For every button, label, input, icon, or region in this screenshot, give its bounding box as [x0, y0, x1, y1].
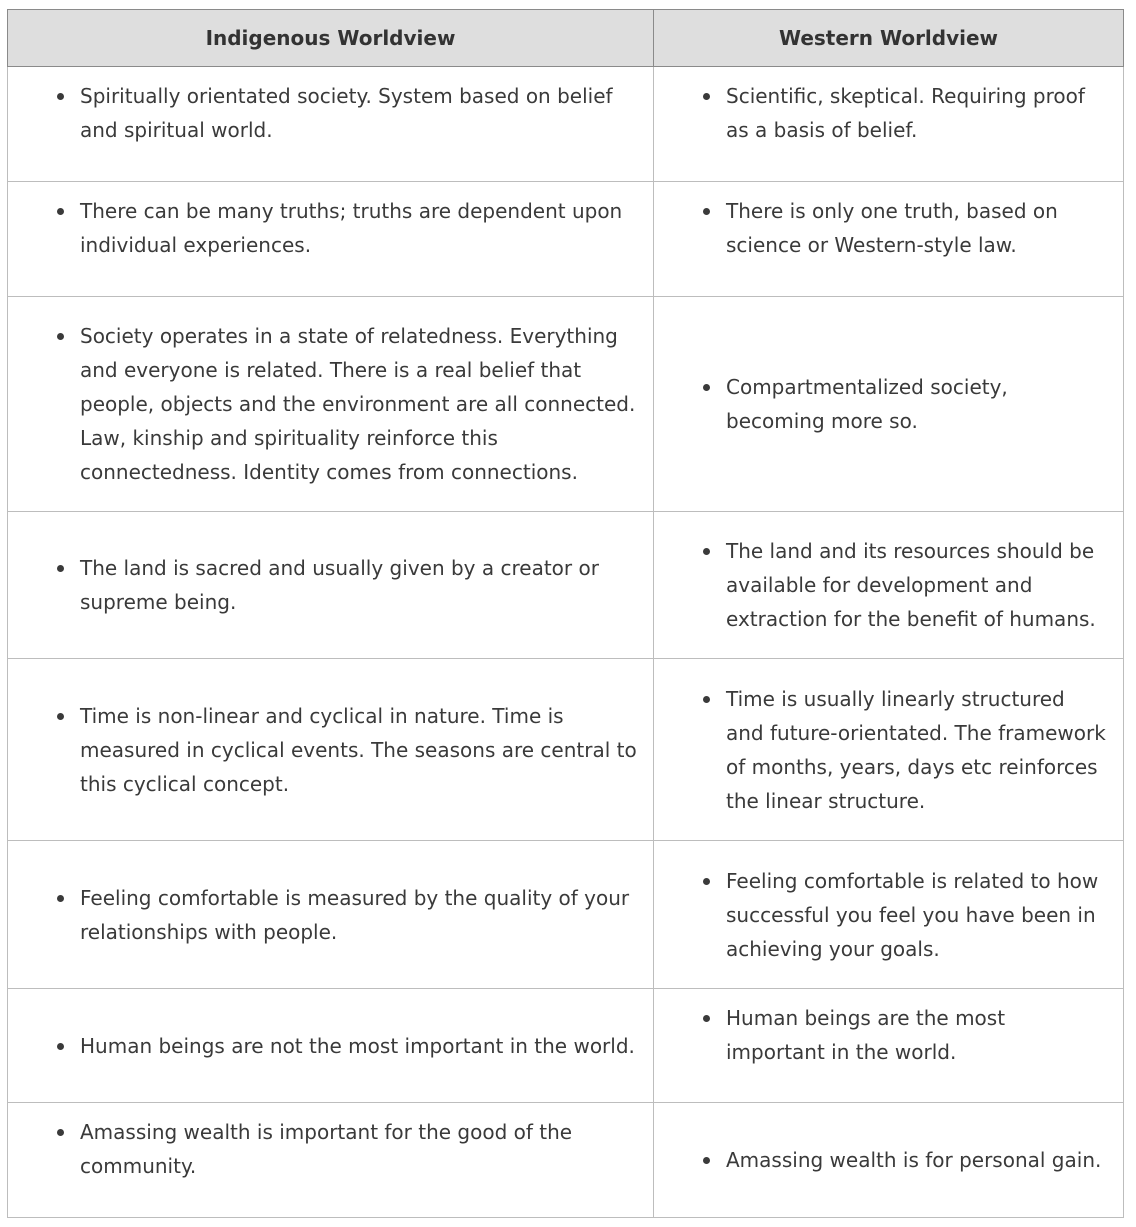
indigenous-cell: [8, 1103, 654, 1218]
table-row: [8, 297, 1124, 512]
indigenous-cell: [8, 67, 654, 182]
list-item: There can be many truths; truths are dependent upon individual experiences.: [80, 194, 637, 262]
bullet-icon: [57, 565, 64, 572]
header-western-worldview: Western Worldview: [654, 10, 1124, 67]
indigenous-cell: [8, 989, 654, 1103]
table-row: [8, 67, 1124, 182]
bullet-icon: [57, 713, 64, 720]
western-cell: [654, 297, 1124, 512]
table-row: [8, 1103, 1124, 1218]
table-row: [8, 989, 1124, 1103]
indigenous-cell: [8, 182, 654, 297]
western-cell: [654, 659, 1124, 841]
header-indigenous-worldview: Indigenous Worldview: [8, 10, 654, 67]
list-item: Amassing wealth is for personal gain.: [726, 1143, 1107, 1177]
list-item: Feeling comfortable is related to how successful you feel you have been in achieving your goals.: [726, 864, 1107, 966]
bullet-icon: [703, 208, 710, 215]
table-row: [8, 182, 1124, 297]
western-cell: [654, 512, 1124, 659]
list-item: The land and its resources should be available for development and extraction for the benefit of humans.: [726, 534, 1107, 636]
list-item: Human beings are not the most important in the world.: [80, 1029, 637, 1063]
list-item: Spiritually orientated society. System based on belief and spiritual world.: [80, 79, 637, 147]
western-cell: [654, 989, 1124, 1103]
bullet-icon: [57, 333, 64, 340]
list-item: Society operates in a state of relatedness. Everything and everyone is related. There is a real belief that people, objects and the environment are all connected. Law, kinship and spirituality reinforce this connectedness. Identity comes from connections.: [80, 319, 637, 489]
indigenous-cell: [8, 512, 654, 659]
table-row: [8, 512, 1124, 659]
list-item: Time is usually linearly structured and future-orientated. The framework of months, years, days etc reinforces the linear structure.: [726, 682, 1107, 818]
bullet-icon: [57, 208, 64, 215]
list-item: The land is sacred and usually given by a creator or supreme being.: [80, 551, 637, 619]
list-item: Time is non-linear and cyclical in nature. Time is measured in cyclical events. The seasons are central to this cyclical concept.: [80, 699, 637, 801]
list-item: Feeling comfortable is measured by the quality of your relationships with people.: [80, 881, 637, 949]
list-item: Scientific, skeptical. Requiring proof as a basis of belief.: [726, 79, 1107, 147]
bullet-icon: [703, 696, 710, 703]
bullet-icon: [703, 1157, 710, 1164]
list-item: Human beings are the most important in the world.: [726, 1001, 1107, 1069]
worldview-comparison-table: [7, 9, 1124, 1218]
table-header-row: [8, 10, 1124, 67]
bullet-icon: [703, 384, 710, 391]
bullet-icon: [57, 1129, 64, 1136]
bullet-icon: [703, 878, 710, 885]
bullet-icon: [703, 1015, 710, 1022]
indigenous-cell: [8, 297, 654, 512]
list-item: There is only one truth, based on science or Western-style law.: [726, 194, 1107, 262]
western-cell: [654, 841, 1124, 989]
bullet-icon: [703, 93, 710, 100]
western-cell: [654, 182, 1124, 297]
list-item: Compartmentalized society, becoming more so.: [726, 370, 1107, 438]
western-cell: [654, 1103, 1124, 1218]
bullet-icon: [57, 1043, 64, 1050]
bullet-icon: [57, 93, 64, 100]
indigenous-cell: [8, 659, 654, 841]
western-cell: [654, 67, 1124, 182]
bullet-icon: [703, 548, 710, 555]
bullet-icon: [57, 895, 64, 902]
table-row: [8, 659, 1124, 841]
list-item: Amassing wealth is important for the good of the community.: [80, 1115, 637, 1183]
indigenous-cell: [8, 841, 654, 989]
table-row: [8, 841, 1124, 989]
